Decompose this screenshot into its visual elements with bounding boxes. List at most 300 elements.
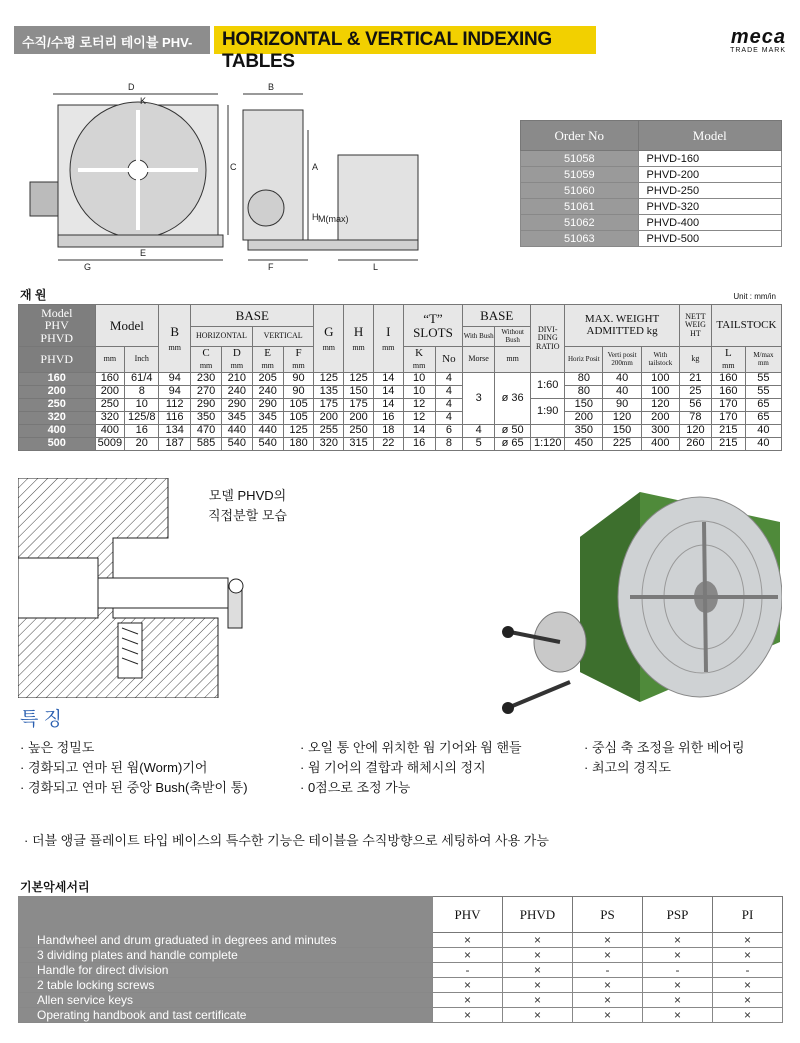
cell-bush: ø 50 [495, 425, 531, 438]
cell-k: 12 [403, 399, 435, 412]
accessory-mark: × [573, 993, 643, 1008]
b-unit: mm [168, 342, 181, 352]
order-number: 51062 [521, 215, 639, 231]
g-unit: mm [322, 342, 336, 352]
cell-inch: 10 [125, 399, 159, 412]
g-label: G [324, 323, 334, 339]
cell-mm: 200 [95, 386, 125, 399]
dim-g: G [84, 262, 92, 272]
spec-header-d [221, 347, 252, 373]
cell-mm: 320 [95, 412, 125, 425]
model-label: Model [41, 305, 73, 320]
dim-d: D [128, 82, 135, 92]
cell-morse: 3 [463, 373, 495, 425]
order-header-order-no: Order No [521, 121, 639, 151]
unit-label: Unit : mm/in [733, 292, 776, 301]
spec-header-dividing: DIVI- DING RATIO [531, 305, 565, 373]
dim-h: H [312, 212, 319, 222]
dim-e: E [140, 248, 147, 258]
accessory-mark: × [643, 978, 713, 993]
order-number: 51059 [521, 167, 639, 183]
c-label: C [202, 346, 210, 359]
accessory-mark: × [433, 933, 503, 948]
cell-h: 200 [344, 412, 374, 425]
c-unit: mm [199, 360, 213, 370]
phvd-label: PHVD [40, 330, 74, 345]
dim-l: L [373, 262, 379, 272]
cell-c: 470 [191, 425, 222, 438]
cell-d: 345 [221, 412, 252, 425]
cell-inch: 125/8 [125, 412, 159, 425]
cell-i: 14 [373, 386, 403, 399]
cell-nett: 56 [679, 399, 711, 412]
h-unit: mm [352, 342, 365, 352]
order-model: PHVD-250 [638, 183, 781, 199]
spec-header-k [403, 347, 435, 373]
logo-trademark: TRADE MARK [730, 47, 786, 54]
cell-f: 180 [283, 438, 314, 451]
spec-header-kg: kg [679, 347, 711, 373]
accessory-mark: × [433, 993, 503, 1008]
table-row [19, 438, 782, 451]
photo-caption [208, 486, 287, 525]
logo-text: meca [730, 26, 786, 48]
cell-m: 55 [745, 373, 781, 386]
cell-m: 55 [745, 386, 781, 399]
features-title: 특 징 [20, 709, 62, 730]
cell-verti: 150 [603, 425, 641, 438]
accessory-mark: - [573, 963, 643, 978]
spec-table [18, 304, 782, 451]
table-row [19, 963, 783, 978]
spec-header-e [252, 347, 283, 373]
b-label: B [170, 323, 180, 339]
cell-verti: 90 [603, 399, 641, 412]
spec-header-bush-mm: mm [495, 347, 531, 373]
order-model: PHVD-160 [638, 151, 781, 167]
dim-m: M(max) [318, 214, 349, 224]
accessory-mark: × [433, 1008, 503, 1023]
accessories-header-ps: PS [573, 897, 643, 933]
accessories-header-phvd: PHVD [503, 897, 573, 933]
feature-item: · 0점으로 조정 가능 [300, 780, 411, 795]
spec-header-model: Model [95, 305, 159, 347]
cell-m: 65 [745, 399, 781, 412]
order-header-model: Model [638, 121, 781, 151]
cell-c: 270 [191, 386, 222, 399]
accessory-mark: × [643, 948, 713, 963]
caption-line-2: 직접분할 모습 [208, 507, 287, 523]
cell-no: 4 [435, 399, 463, 412]
spec-header-horiz-posit: Horiz Posit [565, 347, 603, 373]
cell-g: 255 [314, 425, 344, 438]
h-label: H [353, 323, 364, 339]
spec-header-nett-weight: NETT WEIG HT [679, 305, 711, 347]
cell-phv: 500 [19, 438, 96, 451]
accessory-mark: × [643, 1008, 713, 1023]
cell-b: 94 [159, 386, 191, 399]
spec-header-verti-posit: Verti posit 200mm [603, 347, 641, 373]
order-model: PHVD-320 [638, 199, 781, 215]
table-row [19, 425, 782, 438]
cell-tail: 120 [641, 399, 679, 412]
accessories-header-blank [19, 897, 433, 933]
spec-header-m-max [745, 347, 781, 373]
spec-header-phvd: PHVD [19, 347, 96, 373]
m-label: M/max [753, 351, 774, 360]
cell-d: 290 [221, 399, 252, 412]
cell-mm: 5009 [95, 438, 125, 451]
korean-title: 수직/수평 로터리 테이블 PHV-PHVD [14, 26, 210, 54]
dim-b: B [268, 82, 275, 92]
cell-i: 22 [373, 438, 403, 451]
cell-i: 18 [373, 425, 403, 438]
cell-k: 16 [403, 438, 435, 451]
cell-k: 12 [403, 412, 435, 425]
cell-inch: 16 [125, 425, 159, 438]
l-label: L [724, 346, 732, 359]
spec-header-morse: Morse [463, 347, 495, 373]
spec-header-t-slots [403, 305, 463, 347]
d-unit: mm [230, 360, 244, 370]
table-row [521, 151, 782, 167]
brand-logo [686, 26, 786, 54]
cell-l: 170 [711, 399, 745, 412]
spec-header-g [314, 305, 344, 373]
accessory-mark: × [503, 993, 573, 1008]
features-col-2 [300, 738, 522, 798]
cell-m: 40 [745, 425, 781, 438]
cell-verti: 120 [603, 412, 641, 425]
spec-header-inch: Inch [125, 347, 159, 373]
cell-e: 290 [252, 399, 283, 412]
cell-c: 350 [191, 412, 222, 425]
accessory-mark: × [503, 978, 573, 993]
e-label: E [264, 346, 272, 359]
spec-header-with-tailstock: With tailstock [641, 347, 679, 373]
page-header [14, 26, 786, 72]
order-model: PHVD-200 [638, 167, 781, 183]
accessory-mark: × [503, 963, 573, 978]
spec-header-l [711, 347, 745, 373]
table-row [19, 978, 783, 993]
cell-b: 116 [159, 412, 191, 425]
cell-d: 540 [221, 438, 252, 451]
cell-phv: 320 [19, 412, 96, 425]
table-row [19, 993, 783, 1008]
cell-mm: 400 [95, 425, 125, 438]
order-number: 51061 [521, 199, 639, 215]
spec-section-title: 재 원 [20, 288, 47, 302]
table-row [19, 412, 782, 425]
cell-f: 105 [283, 399, 314, 412]
spec-header-mm: mm [95, 347, 125, 373]
spec-header-model-phv [19, 305, 96, 347]
cell-tail: 400 [641, 438, 679, 451]
accessory-mark: × [713, 993, 783, 1008]
table-row [521, 183, 782, 199]
f-label: F [295, 346, 302, 359]
cell-phv: 200 [19, 386, 96, 399]
spec-header-f [283, 347, 314, 373]
technical-drawing [18, 70, 478, 280]
slots-label: SLOTS [413, 324, 453, 340]
spec-header-b [159, 305, 191, 373]
cell-no: 6 [435, 425, 463, 438]
d-label: D [232, 346, 241, 359]
cell-h: 125 [344, 373, 374, 386]
cell-g: 125 [314, 373, 344, 386]
accessory-mark: × [643, 933, 713, 948]
i-label: I [386, 323, 391, 339]
cell-nett: 260 [679, 438, 711, 451]
cell-m: 40 [745, 438, 781, 451]
accessory-mark: × [573, 978, 643, 993]
feature-item: · 경화되고 연마 된 중앙 Bush(축받이 통) [20, 780, 248, 795]
cell-d: 210 [221, 373, 252, 386]
accessory-label: 2 table locking screws [19, 978, 433, 993]
cell-verti: 40 [603, 386, 641, 399]
cell-g: 200 [314, 412, 344, 425]
f-unit: mm [292, 360, 305, 370]
feature-item: · 중심 축 조정을 위한 베어링 [584, 740, 745, 755]
feature-item: · 오일 통 안에 위치한 웜 기어와 웜 핸들 [300, 740, 522, 755]
accessories-header-pi: PI [713, 897, 783, 933]
t-quote: “T” [423, 310, 443, 326]
cell-bush: ø 36 [495, 373, 531, 425]
accessory-label: 3 dividing plates and handle complete [19, 948, 433, 963]
cell-i: 16 [373, 412, 403, 425]
accessory-mark: - [713, 963, 783, 978]
cell-no: 4 [435, 412, 463, 425]
l-unit: mm [722, 360, 735, 370]
cell-l: 215 [711, 425, 745, 438]
cell-g: 320 [314, 438, 344, 451]
english-title: HORIZONTAL & VERTICAL INDEXING TABLES [214, 26, 596, 54]
cell-inch: 61/4 [125, 373, 159, 386]
cell-e: 240 [252, 386, 283, 399]
cell-ratio: 1:90 [531, 399, 565, 425]
k-label: K [415, 346, 424, 359]
cell-e: 540 [252, 438, 283, 451]
accessory-mark: × [713, 1008, 783, 1023]
accessory-mark: - [433, 963, 503, 978]
feature-item: · 경화되고 연마 된 웜(Worm)기어 [20, 760, 208, 775]
k-unit: mm [412, 360, 426, 370]
dim-k: K [140, 96, 147, 106]
spec-header-tailstock: TAILSTOCK [711, 305, 781, 347]
cell-b: 187 [159, 438, 191, 451]
cell-b: 94 [159, 373, 191, 386]
e-unit: mm [261, 360, 274, 370]
cell-horiz: 350 [565, 425, 603, 438]
order-model: PHVD-500 [638, 231, 781, 247]
cell-i: 14 [373, 373, 403, 386]
table-row [19, 948, 783, 963]
cell-mm: 250 [95, 399, 125, 412]
spec-header-without-bush: Without Bush [495, 327, 531, 347]
cell-c: 290 [191, 399, 222, 412]
cell-e: 205 [252, 373, 283, 386]
cell-h: 150 [344, 386, 374, 399]
cell-d: 240 [221, 386, 252, 399]
cell-ratio: 1:120 [531, 438, 565, 451]
cell-h: 315 [344, 438, 374, 451]
accessory-mark: × [573, 1008, 643, 1023]
cell-mm: 160 [95, 373, 125, 386]
cell-g: 135 [314, 386, 344, 399]
cell-nett: 78 [679, 412, 711, 425]
accessory-mark: × [573, 948, 643, 963]
cell-tail: 100 [641, 373, 679, 386]
cell-c: 230 [191, 373, 222, 386]
cell-m: 65 [745, 412, 781, 425]
features-col-1 [20, 738, 248, 798]
accessory-mark: × [433, 978, 503, 993]
spec-header-i [373, 305, 403, 373]
cell-h: 250 [344, 425, 374, 438]
cell-horiz: 150 [565, 399, 603, 412]
cell-verti: 225 [603, 438, 641, 451]
features-col-3 [584, 738, 745, 778]
cell-morse: 5 [463, 438, 495, 451]
cell-no: 4 [435, 386, 463, 399]
accessory-label: Operating handbook and tast certificate [19, 1008, 433, 1023]
spec-header-horizontal: HORIZONTAL [191, 327, 253, 347]
cell-l: 215 [711, 438, 745, 451]
product-photo [490, 482, 782, 720]
cell-horiz: 80 [565, 386, 603, 399]
table-row [19, 386, 782, 399]
cell-l: 170 [711, 412, 745, 425]
cell-nett: 25 [679, 386, 711, 399]
cell-nett: 21 [679, 373, 711, 386]
cell-k: 14 [403, 425, 435, 438]
cell-bush: ø 65 [495, 438, 531, 451]
cell-k: 10 [403, 386, 435, 399]
cell-f: 105 [283, 412, 314, 425]
cell-no: 8 [435, 438, 463, 451]
table-row [19, 933, 783, 948]
spec-header-c [191, 347, 222, 373]
accessory-mark: × [713, 978, 783, 993]
cell-e: 345 [252, 412, 283, 425]
spec-header-with-bush: With Bush [463, 327, 495, 347]
table-row [521, 199, 782, 215]
cell-inch: 8 [125, 386, 159, 399]
order-table [520, 120, 782, 247]
cell-f: 125 [283, 425, 314, 438]
feature-item: · 최고의 경직도 [584, 760, 671, 775]
cell-ratio: 1:60 [531, 373, 565, 399]
spec-header-base2: BASE [463, 305, 531, 327]
cell-b: 134 [159, 425, 191, 438]
spec-header-base: BASE [191, 305, 314, 327]
cell-f: 90 [283, 373, 314, 386]
cell-ratio-empty [531, 425, 565, 438]
cell-k: 10 [403, 373, 435, 386]
accessory-mark: × [503, 1008, 573, 1023]
spec-header-vertical: VERTICAL [252, 327, 314, 347]
accessory-mark: × [503, 933, 573, 948]
accessory-label: Handle for direct division [19, 963, 433, 978]
cell-horiz: 80 [565, 373, 603, 386]
accessory-mark: × [713, 948, 783, 963]
accessory-mark: × [643, 993, 713, 1008]
cell-l: 160 [711, 386, 745, 399]
accessories-title: 기본악세서리 [20, 880, 90, 894]
cell-verti: 40 [603, 373, 641, 386]
accessories-header-phv: PHV [433, 897, 503, 933]
cell-tail: 200 [641, 412, 679, 425]
table-row [521, 167, 782, 183]
table-row [521, 231, 782, 247]
cell-i: 14 [373, 399, 403, 412]
dim-a: A [312, 162, 319, 172]
accessory-mark: × [713, 933, 783, 948]
cell-l: 160 [711, 373, 745, 386]
cell-tail: 100 [641, 386, 679, 399]
cell-phv: 160 [19, 373, 96, 386]
order-number: 51060 [521, 183, 639, 199]
cell-tail: 300 [641, 425, 679, 438]
cell-horiz: 450 [565, 438, 603, 451]
dim-c: C [230, 162, 237, 172]
usage-note: · 더블 앵글 플레이트 타입 베이스의 특수한 기능은 테이블을 수직방향으로 세팅하여 사용 가능 [24, 833, 549, 848]
cell-d: 440 [221, 425, 252, 438]
cell-morse: 4 [463, 425, 495, 438]
m-unit: mm [757, 358, 769, 367]
spec-header-max-weight: MAX. WEIGHT ADMITTED kg [565, 305, 680, 347]
table-row [521, 215, 782, 231]
feature-item: · 높은 정밀도 [20, 740, 95, 755]
table-row [19, 373, 782, 386]
spec-header-h [344, 305, 374, 373]
cell-no: 4 [435, 373, 463, 386]
dim-f: F [268, 262, 274, 272]
table-row [19, 1008, 783, 1023]
cell-inch: 20 [125, 438, 159, 451]
cell-nett: 120 [679, 425, 711, 438]
order-number: 51063 [521, 231, 639, 247]
feature-item: · 웜 기어의 결합과 해체시의 정지 [300, 760, 486, 775]
cell-horiz: 200 [565, 412, 603, 425]
order-number: 51058 [521, 151, 639, 167]
cell-e: 440 [252, 425, 283, 438]
caption-line-1: 모델 PHVD의 [208, 488, 287, 503]
accessory-mark: × [433, 948, 503, 963]
accessories-table [18, 896, 783, 1023]
accessory-mark: × [573, 933, 643, 948]
accessory-label: Handwheel and drum graduated in degrees and minutes [19, 933, 433, 948]
cell-c: 585 [191, 438, 222, 451]
cell-h: 175 [344, 399, 374, 412]
phv-label: PHV [44, 318, 69, 333]
cell-g: 175 [314, 399, 344, 412]
cell-f: 90 [283, 386, 314, 399]
accessory-mark: × [503, 948, 573, 963]
order-model: PHVD-400 [638, 215, 781, 231]
table-row [19, 399, 782, 412]
accessories-header-psp: PSP [643, 897, 713, 933]
cell-b: 112 [159, 399, 191, 412]
cell-phv: 400 [19, 425, 96, 438]
accessory-mark: - [643, 963, 713, 978]
cell-phv: 250 [19, 399, 96, 412]
accessory-label: Allen service keys [19, 993, 433, 1008]
i-unit: mm [382, 342, 395, 352]
spec-header-no: No [435, 347, 463, 373]
